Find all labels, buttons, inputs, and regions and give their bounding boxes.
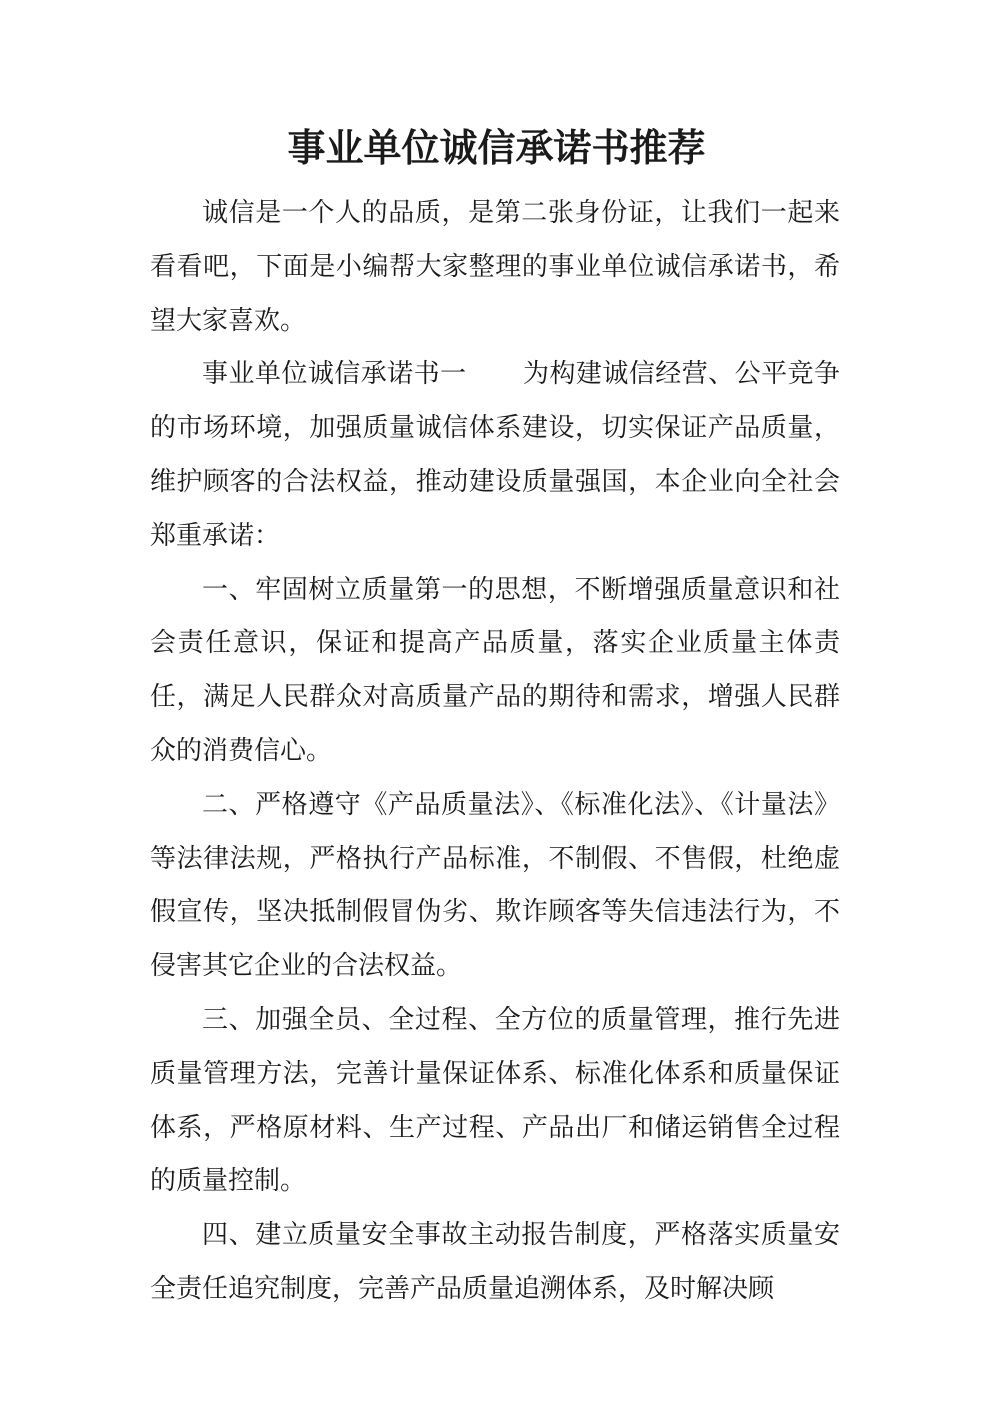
commitment-item-2: 二、严格遵守《产品质量法》、《标准化法》、《计量法》等法律法规，严格执行产品标准，不制假、不售假，杜绝虚假宣传，坚决抵制假冒伪劣、欺诈顾客等失信违法行为，不侵害其它企业的合法权益。: [150, 789, 840, 982]
commitment-item-4: 四、建立质量安全事故主动报告制度，严格落实质量安全责任追究制度，完善产品质量追溯体系，及时解决顾: [150, 1220, 840, 1304]
section-one-paragraph: [150, 348, 840, 563]
section-heading: 事业单位诚信承诺书一: [202, 359, 467, 390]
document-body: [150, 187, 840, 1317]
intro-paragraph: 诚信是一个人的品质，是第二张身份证，让我们一起来看看吧，下面是小编帮大家整理的事业单位诚信承诺书，希望大家喜欢。: [150, 198, 840, 336]
section-opening: 为构建诚信经营、公平竞争的市场环境，加强质量诚信体系建设，切实保证产品质量，维护顾客的合法权益，推动建设质量强国，本企业向全社会郑重承诺：: [150, 359, 840, 551]
commitment-item-1: 一、牢固树立质量第一的思想，不断增强质量意识和社会责任意识，保证和提高产品质量，落实企业质量主体责任，满足人民群众对高质量产品的期待和需求，增强人民群众的消费信心。: [150, 574, 840, 766]
document-title: 事业单位诚信承诺书推荐: [287, 125, 706, 170]
commitment-item-3: 三、加强全员、全过程、全方位的质量管理，推行先进质量管理方法，完善计量保证体系、标准化体系和质量保证体系，严格原材料、生产过程、产品出厂和储运销售全过程的质量控制。: [150, 1004, 840, 1197]
